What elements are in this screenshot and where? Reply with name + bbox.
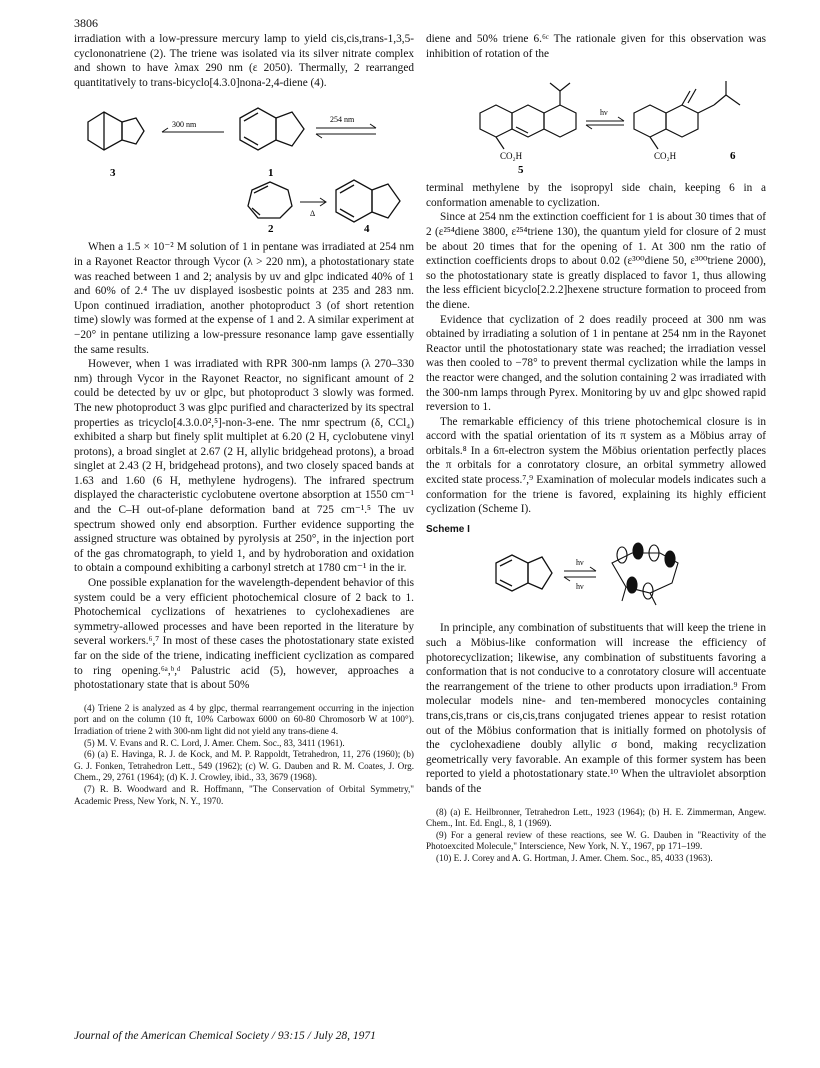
acid-label-5: CO₂H bbox=[500, 151, 523, 162]
page-number: 3806 bbox=[74, 16, 98, 30]
compound-label-4: 4 bbox=[364, 223, 370, 235]
paragraph: irradiation with a low-pressure mercury lamp to yield cis,cis,trans-1,3,5-cyclononatriene (2). The triene was isolated via its silver nitrate complex and shown to have λmax 290 nm (ε 2050). Thermally, 2 rearranged quantitatively to trans-bicyclo[4.3.0]nona-2,4-diene (4). bbox=[74, 33, 414, 89]
footnotes-left bbox=[74, 703, 414, 807]
left-column bbox=[74, 32, 414, 807]
footnote: (5) M. V. Evans and R. C. Lord, J. Amer. Chem. Soc., 83, 3411 (1961). bbox=[84, 737, 345, 748]
footnote: (9) For a general review of these reactions, see W. G. Dauben in "Reactivity of the Photoexcited Molecule," Interscience, New York, N. Y., 1967, pp 171–199. bbox=[426, 829, 766, 852]
paragraph: Evidence that cyclization of 2 does readily proceed at 300 nm was obtained by irradiating a solution of 1 in pentane at 254 nm in the Rayonet Reactor until the photostationary state was reached; the irradiation vessel was then cooled to −78° to prevent thermal cyclization while the lamps in the reactor were changed, and the solution containing 2 was irradiated with the 300-nm lamps through Pyrex. Monitoring by uv and glpc showed rapid reversion to 1. bbox=[426, 313, 766, 414]
paragraph: terminal methylene by the isopropyl side chain, keeping 6 in a conformation amenable to cyclization. bbox=[426, 182, 766, 209]
footnote: (6) (a) E. Havinga, R. J. de Kock, and M. P. Rappoldt, Tetrahedron, 11, 276 (1960); (b) G. J. Fonken, Tetrahedron Lett., 549 (1962); (c) W. G. Dauben and R. M. Coates, J. Org. Chem., 29, 2761 (1964); (d) K. J. Crowley, ibid., 33, 3679 (1968). bbox=[74, 749, 414, 783]
paragraph: When a 1.5 × 10⁻² M solution of 1 in pentane was irradiated at 254 nm in a Rayonet Reactor through Vycor (λ > 220 nm), a photostationary state was reached between 1 and 2; analysis by uv and glpc indicated 40% of 1 and 60% of 2.⁴ The uv displayed isosbestic points at 235 and 283 nm. Upon continued irradiation, another photoproduct 3 (of short retention time) slowly was formed at the expense of 1 and 2. A similar experiment at −20° in pentane utilizing a low-pressure resonance lamp gave essentially the same results. bbox=[74, 241, 414, 356]
scheme-i-figure bbox=[426, 541, 766, 615]
acid-label-6: CO₂H bbox=[654, 151, 677, 162]
compound-label-6: 6 bbox=[730, 150, 736, 163]
heat-label: Δ bbox=[310, 209, 316, 219]
footnotes-right bbox=[426, 807, 766, 865]
paragraph: The remarkable efficiency of this triene photochemical closure is in accord with the spatial orientation of its π system as a Möbius array of orbitals.⁸ In a 6π-electron system the Möbius orientation perfectly places the π orbitals for a conrotatory closure, an orbital symmetry allowed excited state process.⁷,⁹ Examination of molecular models indicates such a conformation for the triene is favored, explaining its highly efficient cyclization (Scheme I). bbox=[426, 415, 766, 516]
compound-label-1: 1 bbox=[268, 167, 274, 180]
arrow-label-hv: hν bbox=[600, 108, 608, 118]
paragraph: However, when 1 was irradiated with RPR 300-nm lamps (λ 270–330 nm) through Vycor in the Rayonet Reactor, no significant amount of 2 could be detected by uv or glpc, but photoproduct 3 slowly was formed. The new photoproduct 3 was glpc purified and characterized by its spectral properties as tricyclo[4.3.0.0²,⁵]-non-3-ene. The nmr spectrum (δ, CCl₄) exhibited a sharp but finely split multiplet at 6.20 (2 H, cyclobutene vinyl protons), a broad singlet at 2.67 (2 H, allylic bridgehead protons), a broad singlet at 2.43 (2 H, bridgehead protons), and two closely spaced bands at 1.63 and 1.60 (6 H, methylene hydrogens). The infrared spectrum displayed the characteristic cyclobutene overtone absorption at 1550 cm⁻¹ and the C–H out-of-plane deformation band at 725 cm⁻¹.⁵ The uv spectrum showed only end absorption. Further evidence supporting the assigned structure was obtained by pyrolysis at 250°, in the injection port of the gas chromatograph, to yield 1, and by hydroboration and oxidation to obtain a compound exhibiting a carbonyl stretch at 1780 cm⁻¹ in the ir. bbox=[74, 358, 414, 575]
footnote: (4) Triene 2 is analyzed as 4 by glpc, thermal rearrangement occurring in the injection port and on the column (10 ft, 10% Carbowax 6000 on 60-80 Chromosorb W at 100°). Irradiation of triene 2 with 300-nm light did not yield any trans-diene 4. bbox=[74, 702, 414, 736]
reaction-scheme-figure bbox=[74, 94, 414, 234]
scheme-forward-label: hν bbox=[576, 558, 584, 568]
structure-3 bbox=[88, 112, 144, 150]
paragraph: diene and 50% triene 6.⁶ᶜ The rationale given for this observation was inhibition of rotation of the bbox=[426, 33, 766, 60]
compound-label-5: 5 bbox=[518, 164, 524, 176]
mobius-orbital-drawing bbox=[612, 543, 678, 605]
scheme-title: Scheme I bbox=[426, 523, 470, 535]
arrow-label-300nm: 300 nm bbox=[172, 120, 197, 130]
paragraph: In principle, any combination of substituents that will keep the triene in such a Möbius-like conformation will increase the efficiency of photorecyclization; likewise, any combination of substituents favoring a conformation that is not conducive to a conrotatory closure will accentuate the rearrangement of the triene to other products upon irradiation.⁹ From molecular models nine- and ten-membered monocycles containing trans,cis,trans or cis,cis,trans conjugated trienes appear to resist rotation out of the Möbius conformation that is initially formed on photolysis of the cyclohexadiene doubly allylic σ bond, making recyclization geometrically very favorable. An example of this former system has been reported to yield a photostationary state.¹⁰ When the ultraviolet absorption bands of the bbox=[426, 622, 766, 795]
footnote: (7) R. B. Woodward and R. Hoffmann, "The Conservation of Orbital Symmetry," Academic Press, New York, N. Y., 1970. bbox=[74, 783, 414, 806]
scheme-reverse-label: hν bbox=[576, 582, 584, 592]
compound-label-2: 2 bbox=[268, 223, 274, 235]
structure-1 bbox=[240, 108, 304, 150]
compound-label-3: 3 bbox=[110, 167, 116, 180]
journal-footer: Journal of the American Chemical Society / 93:15 / July 28, 1971 bbox=[74, 1030, 376, 1042]
structure-6 bbox=[634, 81, 740, 149]
arrow-label-254nm: 254 nm bbox=[330, 115, 355, 125]
scheme-i-diene bbox=[496, 555, 552, 591]
right-column bbox=[426, 32, 766, 865]
footnote: (8) (a) E. Heilbronner, Tetrahedron Lett., 1923 (1964); (b) H. E. Zimmerman, Angew. Chem., Int. Ed. Engl., 8, 1 (1969). bbox=[426, 806, 766, 829]
palustric-acid-figure bbox=[426, 65, 766, 175]
structure-4 bbox=[336, 180, 400, 222]
footnote: (10) E. J. Corey and A. G. Hortman, J. Amer. Chem. Soc., 85, 4033 (1963). bbox=[436, 852, 713, 863]
structure-5 bbox=[480, 83, 576, 149]
structure-2 bbox=[248, 182, 292, 218]
paragraph: One possible explanation for the wavelength-dependent behavior of this system could be a very efficient photochemical closure of 2 back to 1. Photochemical cyclizations of hexatrienes to cyclohexadienes are symmetry-allowed processes and have been reported in the literature by several workers.⁶,⁷ In most of these cases the photostationary state existed far on the side of the triene, indicating inefficient cyclization as compared to ring opening.⁶ᵃ,ᵇ,ᵈ Palustric acid (5), however, approaches a photostationary state that is about 50% bbox=[74, 577, 414, 692]
paragraph: Since at 254 nm the extinction coefficient for 1 is about 30 times that of 2 (ε²⁵⁴diene 3800, ε²⁵⁴triene 130), the quantum yield for closure of 2 must be about 20 times that for the opening of 1. At 300 nm the ratio of extinction coefficients drops to about 0.02 (ε³⁰⁰diene 50, ε³⁰⁰triene 2000), so the photostationary state is greatly displaced to favor 1, thus allowing the less efficient bicyclo[2.2.2]hexene structure formation to proceed from the diene. bbox=[426, 211, 766, 311]
